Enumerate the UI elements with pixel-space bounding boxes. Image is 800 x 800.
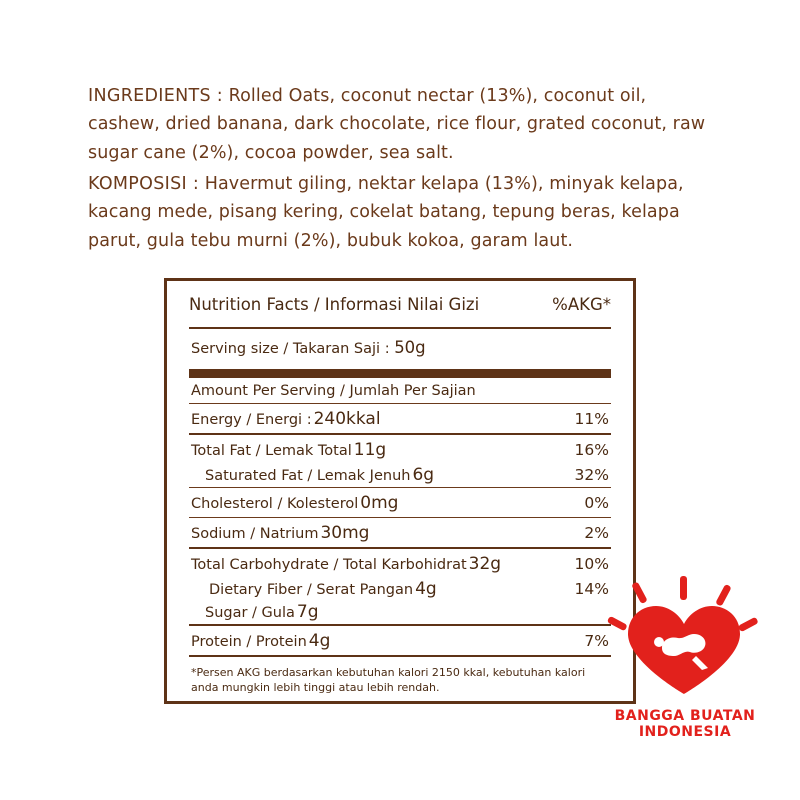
amount-per-serving-label: Amount Per Serving / Jumlah Per Sajian	[191, 383, 476, 399]
row-pct: 11%	[574, 410, 609, 428]
serving-size-label: Serving size / Takaran Saji :	[191, 341, 395, 357]
table-row	[189, 549, 611, 578]
bangga-buatan-indonesia-logo	[600, 576, 770, 766]
logo-caption-line-1: BANGGA BUATAN	[614, 708, 756, 724]
table-row	[189, 626, 611, 655]
table-row	[189, 488, 611, 517]
table-row	[189, 578, 611, 601]
row-amount: 4g	[308, 631, 331, 651]
row-pct: 16%	[574, 441, 609, 459]
row-amount: 240kkal	[313, 409, 381, 429]
row-pct: 7%	[584, 632, 609, 650]
ingredients-en-label: INGREDIENTS :	[88, 86, 223, 106]
ingredients-id-text: Havermut giling, nektar kelapa (13%), minyak kelapa, kacang mede, pisang kering, cokelat batang, tepung beras, kelapa parut, gula tebu murni (2%), bubuk kokoa, garam laut.	[88, 174, 684, 251]
nutrition-facts-panel	[164, 278, 636, 704]
ingredients-block	[88, 82, 718, 255]
row-label: Saturated Fat / Lemak Jenuh	[205, 468, 411, 484]
row-amount: 7g	[296, 602, 319, 622]
row-label: Cholesterol / Kolesterol	[191, 496, 359, 512]
row-label: Protein / Protein	[191, 634, 307, 650]
ingredients-indonesian	[88, 170, 718, 255]
nutrition-title-row	[189, 295, 611, 327]
row-label: Total Carbohydrate / Total Karbohidrat	[191, 557, 467, 573]
logo-caption-line-2: INDONESIA	[638, 724, 732, 741]
footnote-line-2: anda mungkin lebih tinggi atau lebih rendah.	[191, 680, 440, 694]
serving-size-value: 50g	[394, 338, 426, 357]
row-amount: 6g	[412, 465, 435, 485]
serving-size-row	[189, 329, 611, 369]
footnote	[189, 657, 611, 696]
row-amount: 30mg	[320, 523, 370, 543]
row-label: Energy / Energi :	[191, 412, 312, 428]
nutrition-title: Nutrition Facts / Informasi Nilai Gizi	[189, 295, 480, 314]
divider-thick	[189, 369, 611, 378]
ingredients-id-label: KOMPOSISI :	[88, 174, 200, 195]
footnote-line-1: *Persen AKG berdasarkan kebutuhan kalori 2150 kkal, kebutuhan kalori	[191, 666, 586, 679]
row-label: Dietary Fiber / Serat Pangan	[209, 582, 414, 598]
table-row	[189, 601, 611, 624]
row-amount: 32g	[468, 554, 502, 574]
table-row	[189, 404, 611, 433]
indonesia-heart-icon	[600, 576, 770, 716]
row-label: Sugar / Gula	[205, 605, 295, 621]
row-pct: 0%	[584, 494, 609, 512]
row-label: Total Fat / Lemak Total	[191, 443, 352, 459]
row-amount: 0mg	[360, 493, 399, 513]
akg-header: %AKG*	[552, 295, 611, 314]
amount-per-serving-row	[189, 378, 611, 403]
row-amount: 4g	[415, 579, 437, 599]
ingredients-english	[88, 82, 718, 167]
row-pct: 10%	[574, 555, 609, 573]
table-row	[189, 464, 611, 487]
ingredients-en-text: Rolled Oats, coconut nectar (13%), coconut oil, cashew, dried banana, dark chocolate, rice flour, grated coconut, raw sugar cane (2%), cocoa powder, sea salt.	[88, 86, 706, 163]
table-row	[189, 518, 611, 547]
row-amount: 11g	[353, 440, 387, 460]
row-pct: 14%	[574, 580, 609, 598]
table-row	[189, 435, 611, 464]
row-label: Sodium / Natrium	[191, 526, 319, 542]
logo-caption	[600, 708, 770, 740]
row-pct: 32%	[574, 466, 609, 484]
row-pct: 2%	[584, 524, 609, 542]
